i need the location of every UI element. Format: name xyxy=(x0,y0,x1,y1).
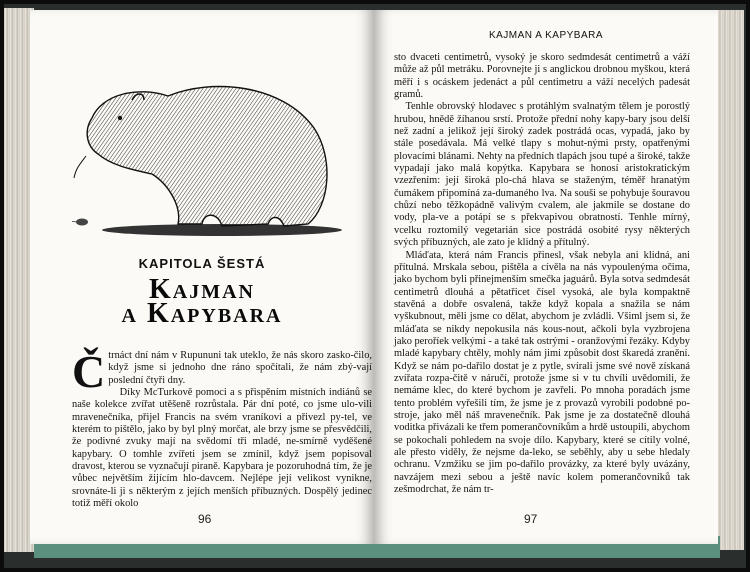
chapter-label: KAPITOLA ŠESTÁ xyxy=(138,256,266,271)
chapter-title-line2: a Kapybara xyxy=(121,298,283,329)
paragraph-1 xyxy=(72,346,372,397)
paragraph-2: Díky McTurkově pomoci a s přispěním místních indiánů se naše kolekce zvířat utěšeně rozrůstala. Pár dní poté, co jsme ulo-vili mravenečníka, přijel Francis na svém vraníkovi a přivezl py-tel, ve kterém to pištělo, jako by byl plný morčat, ale brzy jsme se přesvědčili, že podivné zvuky mají na svědomí tři mladé, ne-smírně vyděšené kapybary. O tomhle zvířeti jsem se zmínil, když jsem popisoval dravost, kterou se vyznačují piraně. Kapybara je pozoruhodná tím, že je vůbec největším žijícím hlo-davcem. Nejlépe její velikost vynikne, srovnáte-li ji s některým z jejích menších příbuzných. Dospělý jedinec totiž měří okolo xyxy=(72,387,372,510)
right-body-text xyxy=(394,52,690,496)
chapter-title-line1: Kajman xyxy=(149,274,255,305)
drop-cap: Č xyxy=(72,346,106,397)
page-edges-right xyxy=(718,10,744,550)
capybara-eye xyxy=(118,116,122,120)
paragraph-1-text: trnáct dní nám v Rupununi tak uteklo, že nás skoro zasko-čilo, když jsme si jednoho dne ráno spočítali, že nám zbý-vají poslední čtyři dny. xyxy=(108,350,372,386)
page-number-left: 96 xyxy=(198,512,212,526)
paragraph-4: Tenhle obrovský hlodavec s protáhlým svalnatým tělem je porostlý hrubou, hnědě žíhanou srstí. Protože přední nohy kapy-bary jsou delší než zadní a jelikož její široký zadek postrádá ocas, vypadá, jako by stále posedávala. Má velké tlapy s mohut-nými prsty, opatřenými plovacími blánami. Nehty na předních tlapách jsou tupé a široké, takže vypadají jako malá kopýtka. Kapybara se honosí aristokratickým vzezřením: její široká plo-chá hlava se staženým, téměř hranatým čumákem připomíná za-dumaného lva. Na souši se pohybuje šouravou chůzí nebo těžkopádně valivým cvalem, ale jakmile se dostane do vody, pla-ve a potápí se s překvapivou obratností. Tenhle mírný, vcelku roztomilý vegetarián sice postrádá osobité rysy některých svých příbuzných, ale zato je klidný a přítulný. xyxy=(394,101,690,249)
paragraph-5: Mláďata, která nám Francis přinesl, však nebyla ani klidná, ani přítulná. Mrskala sebou, pištěla a cívěla na nás vypoulenýma očima, jako bychom byli přinejmenším smečka jaguárů. Byla sotva sedmdesát centimetrů dlouhá a pětatřicet čísel vysoká, ale byla kompaktně stavěná a dobře osvalená, takže když kopala a snažila se nám vyškubnout, měli jsme co dělat, abychom je zvládli. Všiml jsem si, že mláďata se nikdy nepokusila nás kous-nout, ačkoli byla vyzbrojena jako peroříek velkými - a také tak ostrými - oranžovými řezáky. Kdyby mladé kapybary chtěly, mohly nám jimi způsobit dost škaredá zranění. Když se nám po-dařilo dostat je z pytle, svírali jsme své nově získaná zvířata rozpa-čitě v náručí, protože jsme si v tu chvíli uvědomili, že nemáme klec, do které bychom je zavřeli. Po mnoha poradách jsme tento problém vyřešili tím, že jsme je z provazů vyrobili podobné po-stroje, jako měl náš mravenečník. Pak jsme je za dostatečně dlouhá voditka přivázali ke třem pomerančovníkům a hrdě ustoupili, abychom se pokochali pohledem na svoje dílo. Kapybary, které se cítily volné, ale přesto viděly, že nejsme da-leko, se seběhly, aby u sebe hledaly ochranu. Vzmžiku se jim po-dařilo provázky, za které byly uvázány, navzájem mezi sebou a ještě navíc kolem pomerančovníků tak zešmodrchat, že nám tr- xyxy=(394,249,690,496)
running-head: KAJMAN A KAPYBARA xyxy=(488,30,604,41)
left-page xyxy=(30,10,374,544)
paragraph-3: sto dvaceti centimetrů, vysoký je skoro sedmdesát centimetrů a váží může až půl metráku. Porovnejte ji s anglickou drobnou myškou, která měří i s ocáskem jedenáct a půl centimetru a váží necelých padesát gramů. xyxy=(394,52,690,101)
left-body-text xyxy=(72,346,372,510)
small-mouse xyxy=(76,219,88,226)
page-number-right: 97 xyxy=(524,512,538,526)
capybara-illustration xyxy=(72,66,342,248)
right-page xyxy=(374,10,718,544)
